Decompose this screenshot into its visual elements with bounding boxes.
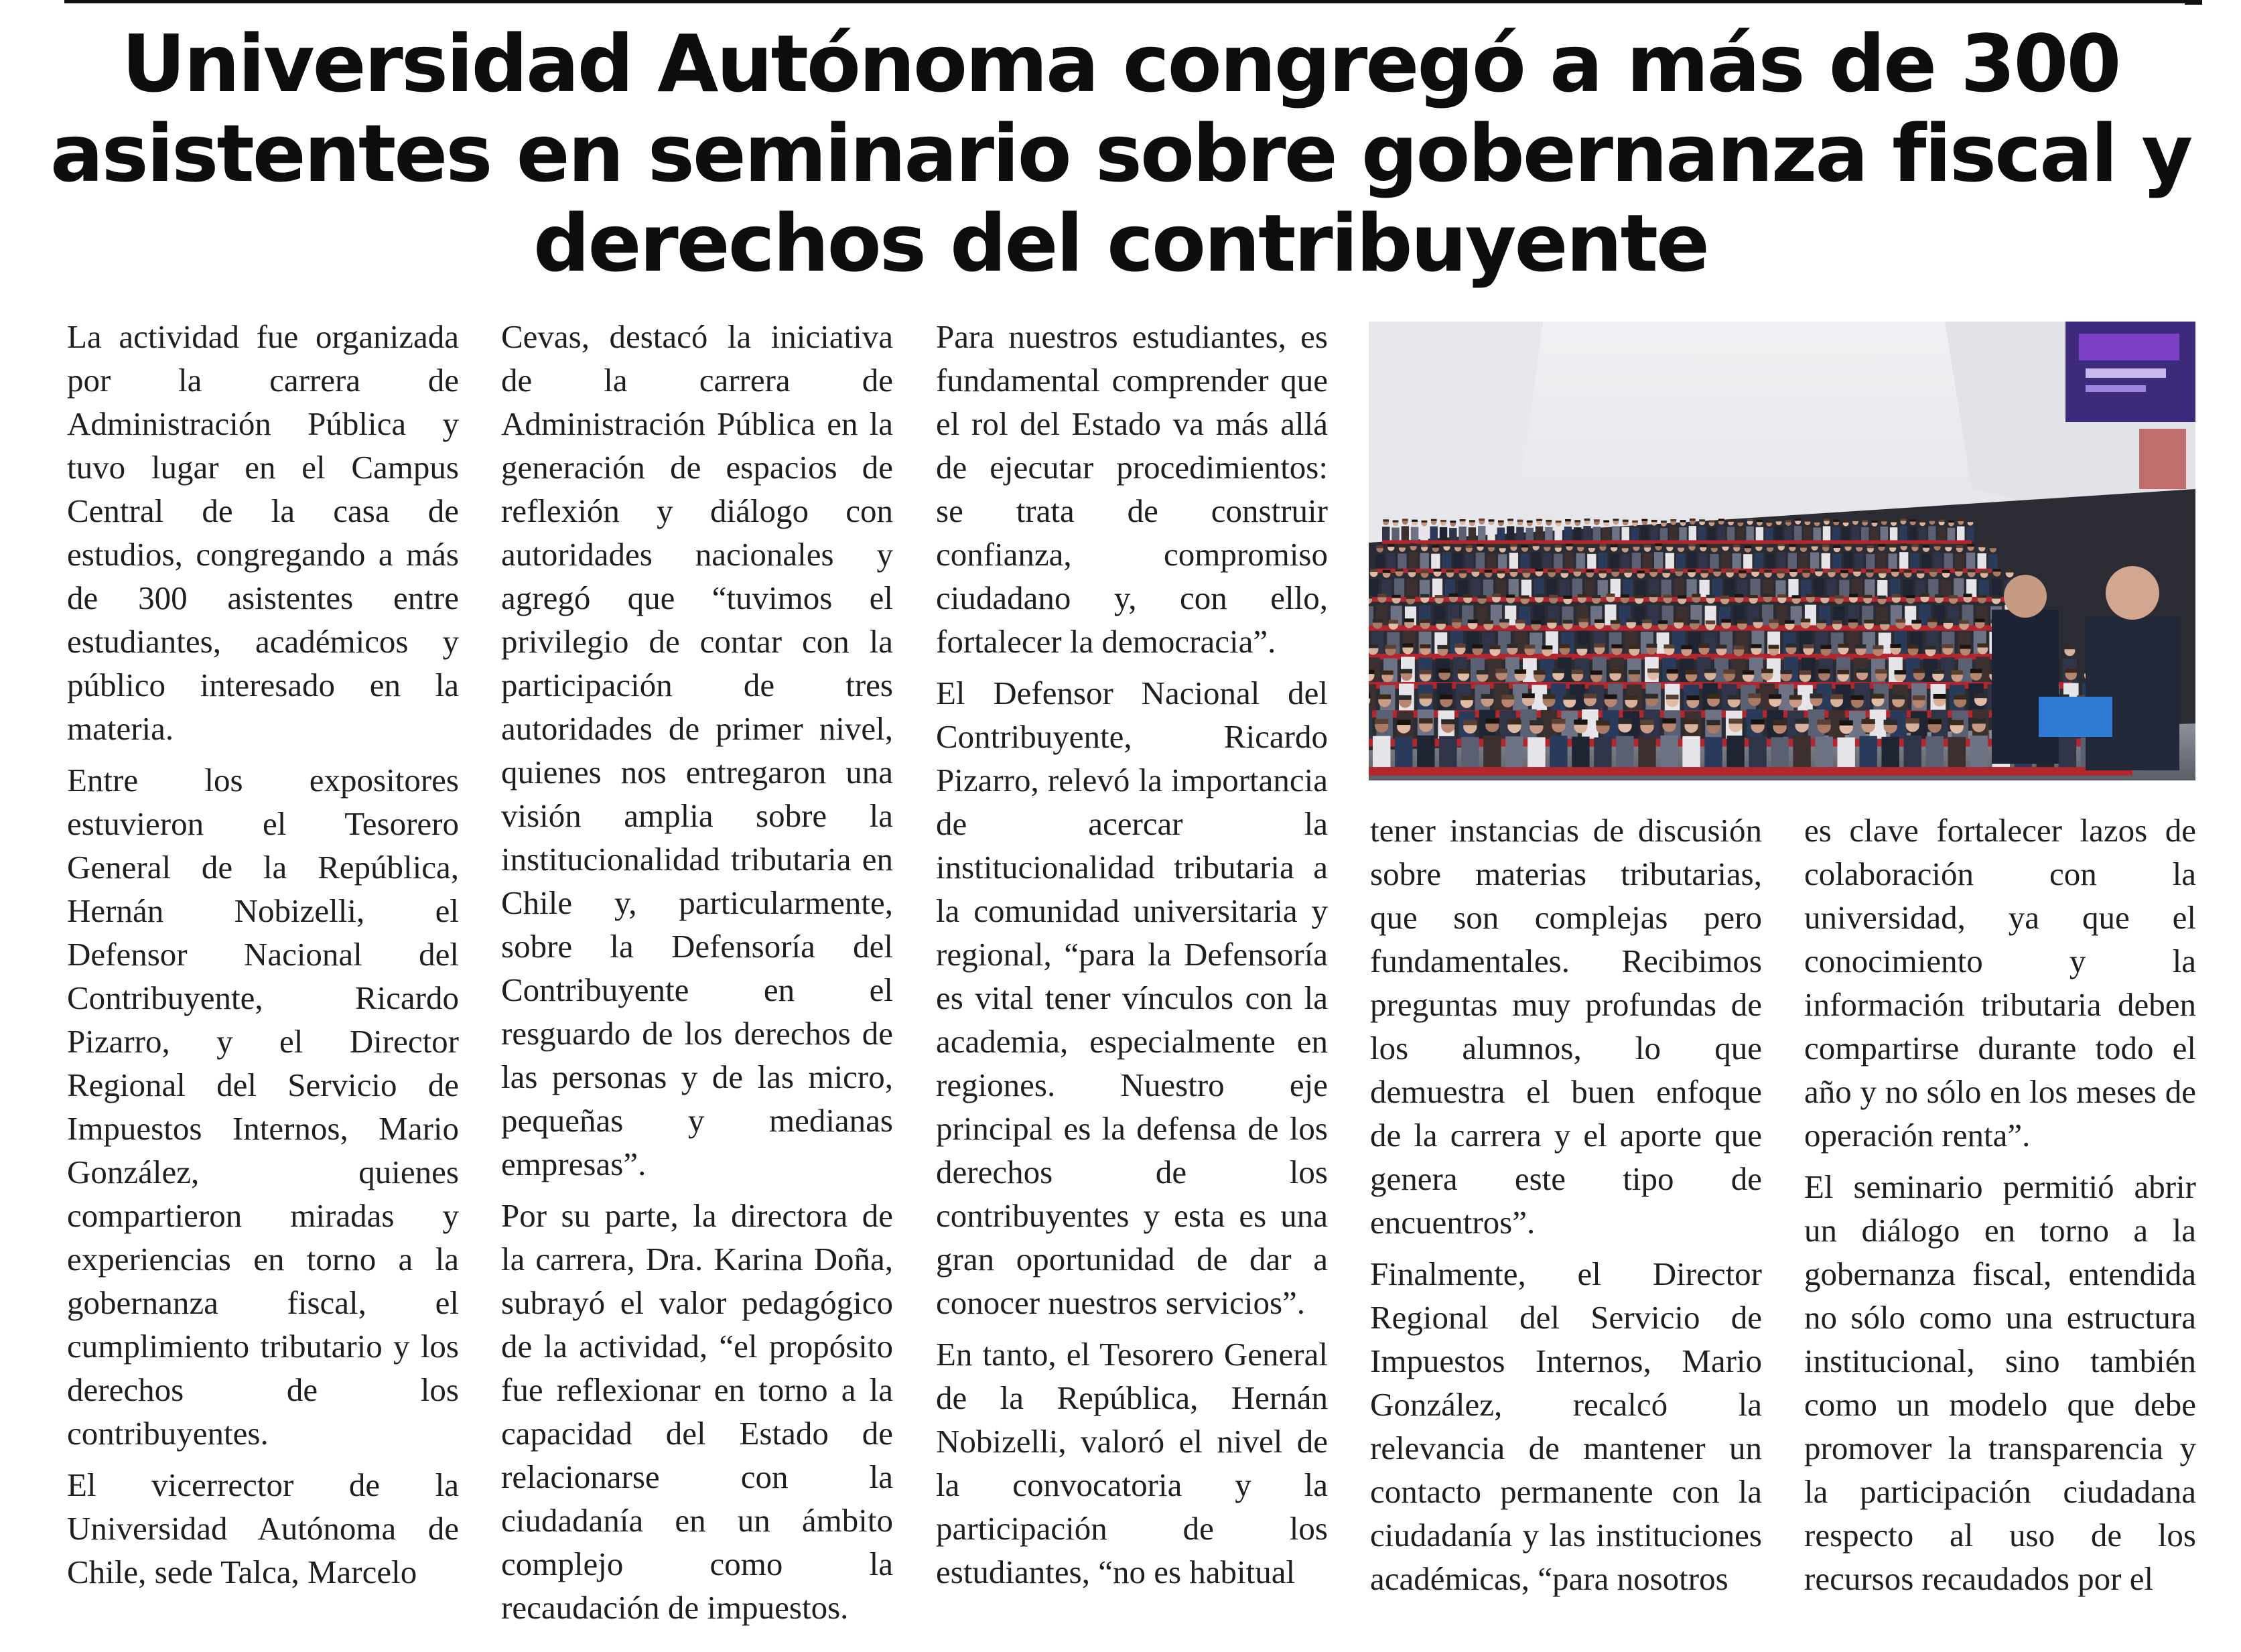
article-paragraph: El Defensor Nacional del Contribuyente, Ricardo Pizarro, relevó la importancia de acercar la institucionalidad tributaria a la comunidad universitaria y regional, “para la Defensoría es vital tener vínculos con la academia, especialmente en regiones. Nuestro eje principal es la defensa de los derechos de los contribuyentes y esta es una gran oportunidad de dar a conocer nuestros servicios”. <box>936 675 1328 1321</box>
article-paragraph: tener instancias de discusión sobre materias tributarias, que son complejas pero fundamentales. Recibimos preguntas muy profundas de los alumnos, lo que demuestra el buen enfoque de la carrera y el aporte que genera este tipo de encuentros”. <box>1370 812 1762 1241</box>
article-paragraph: es clave fortalecer lazos de colaboración con la universidad, ya que el conocimiento y la información tributaria deben compartirse durante todo el año y no sólo en los meses de operación renta”. <box>1804 812 2196 1154</box>
text-column-4 <box>1370 809 1762 1600</box>
seminar-audience-photo <box>1369 322 2195 780</box>
article-paragraph: El seminario permitió abrir un diálogo en torno a la gobernanza fiscal, entendida no sólo como una estructura institucional, sino también como un modelo que debe promover la transparencia y la participación ciudadana respecto al uso de los recursos recaudados por el <box>1804 1168 2196 1597</box>
text-column-2 <box>501 315 893 1629</box>
text-column-3 <box>936 315 1328 1594</box>
text-column-1 <box>67 315 459 1594</box>
article-paragraph: Cevas, destacó la iniciativa de la carrera de Administración Pública en la generación de espacios de reflexión y diálogo con autoridades nacionales y agregó que “tuvimos el privilegio de contar con la participación de tres autoridades de primer nivel, quienes nos entregaron una visión amplia sobre la institucionalidad tributaria en Chile y, particularmente, sobre la Defensoría del Contribuyente en el resguardo de los derechos de las personas y de las micro, pequeñas y medianas empresas”. <box>501 318 893 1182</box>
article-paragraph: El vicerrector de la Universidad Autónoma de Chile, sede Talca, Marcelo <box>67 1466 459 1590</box>
article-paragraph: Finalmente, el Director Regional del Servicio de Impuestos Internos, Mario González, recalcó la relevancia de mantener un contacto permanente con la ciudadanía y las instituciones académicas, “para nosotros <box>1370 1255 1762 1597</box>
top-rule <box>64 0 2195 3</box>
article-paragraph: En tanto, el Tesorero General de la República, Hernán Nobizelli, valoró el nivel de la convocatoria y la participación de los estudiantes, “no es habitual <box>936 1336 1328 1590</box>
article-paragraph: Por su parte, la directora de la carrera, Dra. Karina Doña, subrayó el valor pedagógico de la actividad, “el propósito fue reflexionar en torno a la capacidad del Estado de relacionarse con la ciudadanía en un ámbito complejo como la recaudación de impuestos. <box>501 1197 893 1626</box>
article-headline: Universidad Autónoma congregó a más de 300 asistentes en seminario sobre gobernanza fiscal y derechos del contribuyente <box>50 17 2191 289</box>
article-paragraph: Para nuestros estudiantes, es fundamental comprender que el rol del Estado va más allá de ejecutar procedimientos: se trata de construir confianza, compromiso ciudadano y, con ello, fortalecer la democracia”. <box>936 318 1328 660</box>
top-corner-mark <box>2185 0 2202 5</box>
article-paragraph: La actividad fue organizada por la carrera de Administración Pública y tuvo lugar en el Campus Central de la casa de estudios, congregando a más de 300 asistentes entre estudiantes, académicos y público interesado en la materia. <box>67 318 459 747</box>
text-column-5 <box>1804 809 2196 1600</box>
article-paragraph: Entre los expositores estuvieron el Tesorero General de la República, Hernán Nobizelli, el Defensor Nacional del Contribuyente, Ricardo Pizarro, y el Director Regional del Servicio de Impuestos Internos, Mario González, quienes compartieron miradas y experiencias en torno a la gobernanza fiscal, el cumplimiento tributario y los derechos de los contribuyentes. <box>67 762 459 1452</box>
